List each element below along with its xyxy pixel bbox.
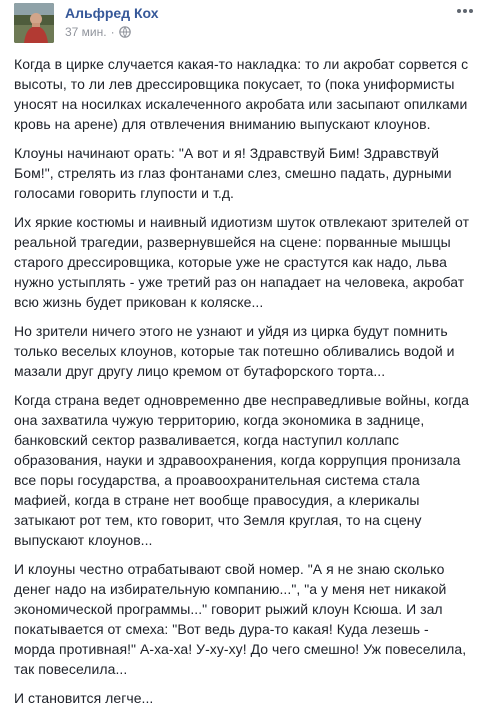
author-name[interactable]: Альфред Кох xyxy=(65,5,159,21)
post-paragraph: Но зрители ничего этого не узнают и уйдя из цирка будут помнить только веселых клоунов, которые так потешно обливались водой и мазали друг другу лицо кремом от бутафорского торта... xyxy=(14,323,455,379)
avatar[interactable] xyxy=(14,3,54,43)
post-paragraph: И клоуны честно отрабатывают свой номер. "А я не знаю сколько денег надо на избирательную компанию...", "а у меня нет никакой экономической программы..." говорит рыжий клоун Ксюша. И зал покатывается от смеха: "Вот ведь дура-то какая! Куда лезешь - морда противная!" А-ха-ха! У-ху-ху! До чего смешно! Уж повеселила, так повеселила... xyxy=(14,561,467,677)
post-timestamp[interactable]: 37 мин. xyxy=(65,25,107,39)
post-body xyxy=(8,54,485,708)
post-paragraph: Их яркие костюмы и наивный идиотизм шуток отвлекают зрителей от реальной трагедии, развернувшейся на сцене: порванные мышцы старого дрессировщика, которые уже не срастутся как надо, льва нужно устыплять - уже третий раз он нападает на человека, акробат всю жизнь будет прикован к коляске... xyxy=(14,214,470,310)
post-meta xyxy=(65,25,131,39)
post-paragraph: Когда страна ведет одновременно две несправедливые войны, когда она захватила чужую территорию, когда экономика в заднице, банковский сектор разваливается, когда наступил коллапс образования, науки и здравоохранения, когда коррупция пронизала все поры государства, а проавоохранительная система стала мафией, когда в стране нет вообще правосудия, а клерикалы затыкают рот тем, кто говорит, что Земля круглая, то на сцену выпускают клоунов... xyxy=(14,392,469,548)
post-paragraph: И становится легче... xyxy=(14,690,154,706)
globe-icon[interactable] xyxy=(119,26,131,38)
post-paragraph: Клоуны начинают орать: "А вот и я! Здравствуй Бим! Здравствуй Бом!", стрелять из глаз фонтанами слез, смешно падать, дурными голосами говорить глупости и т.д. xyxy=(14,145,452,201)
post-header xyxy=(8,0,485,52)
more-horizontal-icon xyxy=(456,8,474,14)
avatar-photo xyxy=(14,3,54,43)
more-options-button[interactable] xyxy=(455,4,475,18)
post-paragraph: Когда в цирке случается какая-то накладка: то ли акробат сорвется с высоты, то ли лев дрессировщика покусает, то (пока униформисты уносят на носилках искалеченного акробата или засыпают опилками кровь на арене) для отвлечения вниманию выпускают клоунов. xyxy=(14,56,469,132)
meta-separator: · xyxy=(110,25,115,39)
